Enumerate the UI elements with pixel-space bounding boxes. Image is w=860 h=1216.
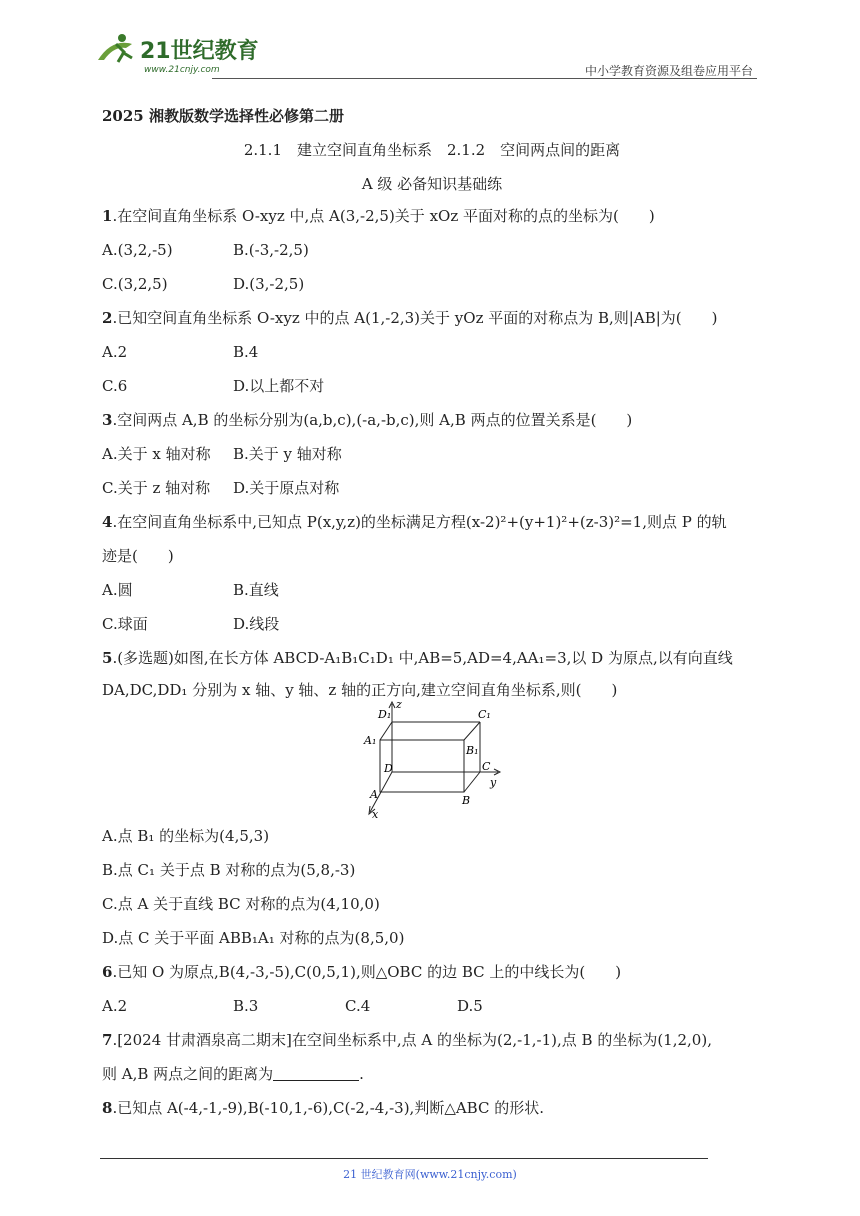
question-number: 8 xyxy=(102,1099,113,1117)
label-d: D xyxy=(384,762,393,775)
option-c: C.(3,2,5) xyxy=(102,275,168,293)
question-4-continued: 迹是( ) xyxy=(102,547,174,565)
question-number: 2 xyxy=(102,309,113,327)
option-b: B.关于 y 轴对称 xyxy=(233,445,342,463)
question-6 xyxy=(102,962,621,982)
question-1 xyxy=(102,206,655,226)
question-text: .(多选题)如图,在长方体 ABCD-A₁B₁C₁D₁ 中,AB=5,AD=4,AA₁=3,以 D 为原点,以有向直线 xyxy=(112,649,733,667)
option-b: B.4 xyxy=(233,343,259,361)
question-2 xyxy=(102,308,717,328)
label-x: x xyxy=(372,808,379,820)
label-z: z xyxy=(396,700,402,711)
question-number: 4 xyxy=(102,513,113,531)
question-5 xyxy=(102,648,733,668)
option-b: B.点 C₁ 关于点 B 对称的点为(5,8,-3) xyxy=(102,861,356,879)
question-8 xyxy=(102,1098,544,1118)
question-number: 3 xyxy=(102,411,113,429)
option-d: D.点 C 关于平面 ABB₁A₁ 对称的点为(8,5,0) xyxy=(102,929,405,947)
option-a: A.圆 xyxy=(102,581,133,599)
label-a1: A₁ xyxy=(364,734,377,747)
option-a: A.(3,2,-5) xyxy=(102,241,173,259)
option-d: D.关于原点对称 xyxy=(233,479,340,497)
footer-text[interactable]: 21 世纪教育网(www.21cnjy.com) xyxy=(343,1168,517,1181)
option-c: C.球面 xyxy=(102,615,148,633)
page-header xyxy=(92,30,757,78)
question-text: .已知空间直角坐标系 O-xyz 中的点 A(1,-2,3)关于 yOz 平面的对称点为 B,则|AB|为( ) xyxy=(112,309,718,327)
question-text: .在空间直角坐标系中,已知点 P(x,y,z)的坐标满足方程(x-2)²+(y+1)²+(z-3)²=1,则点 P 的轨 xyxy=(112,513,727,531)
option-c: C.4 xyxy=(345,997,371,1015)
question-text-end: . xyxy=(359,1065,364,1083)
label-c1: C₁ xyxy=(478,708,491,721)
label-b: B xyxy=(462,794,471,807)
question-number: 7 xyxy=(102,1031,113,1049)
answer-blank[interactable] xyxy=(273,1066,359,1081)
option-a: A.点 B₁ 的坐标为(4,5,3) xyxy=(102,827,270,845)
logo-url: www.21cnjy.com xyxy=(144,65,220,75)
option-d: D.(3,-2,5) xyxy=(233,275,305,293)
question-4 xyxy=(102,512,727,532)
section-title: 2.1.1 建立空间直角坐标系 2.1.2 空间两点间的距离 xyxy=(243,141,621,159)
label-y: y xyxy=(490,776,497,789)
cuboid-figure xyxy=(358,700,508,820)
logo-icon xyxy=(92,30,262,76)
label-b1: B₁ xyxy=(466,744,479,757)
label-c: C xyxy=(482,760,491,773)
question-5-continued: DA,DC,DD₁ 分别为 x 轴、y 轴、z 轴的正方向,建立空间直角坐标系,则( ) xyxy=(102,681,618,699)
option-c: C.点 A 关于直线 BC 对称的点为(4,10,0) xyxy=(102,895,380,913)
question-number: 1 xyxy=(102,207,113,225)
header-divider xyxy=(212,78,757,79)
edge-a1d1 xyxy=(380,722,392,740)
option-a: A.关于 x 轴对称 xyxy=(102,445,211,463)
label-a: A xyxy=(370,788,378,801)
option-c: C.关于 z 轴对称 xyxy=(102,479,211,497)
option-c: C.6 xyxy=(102,377,128,395)
logo-text: 21世纪教育 xyxy=(140,39,259,64)
book-title: 2025 湘教版数学选择性必修第二册 xyxy=(102,107,344,125)
label-d1: D₁ xyxy=(378,708,392,721)
edge-bc xyxy=(464,772,480,792)
question-7-continued xyxy=(102,1064,364,1084)
question-text: .空间两点 A,B 的坐标分别为(a,b,c),(-a,-b,c),则 A,B 两点的位置关系是( ) xyxy=(112,411,633,429)
question-number: 5 xyxy=(102,649,113,667)
option-d: D.以上都不对 xyxy=(233,377,325,395)
question-text: .在空间直角坐标系 O-xyz 中,点 A(3,-2,5)关于 xOz 平面对称的点的坐标为( ) xyxy=(112,207,655,225)
option-b: B.(-3,-2,5) xyxy=(233,241,309,259)
question-text: .已知点 A(-4,-1,-9),B(-10,1,-6),C(-2,-4,-3),判断△ABC 的形状. xyxy=(112,1099,544,1117)
question-7 xyxy=(102,1030,712,1050)
question-text: 则 A,B 两点之间的距离为 xyxy=(102,1065,274,1083)
option-d: D.线段 xyxy=(233,615,280,633)
footer-divider xyxy=(100,1158,708,1159)
question-text: .已知 O 为原点,B(4,-3,-5),C(0,5,1),则△OBC 的边 BC 上的中线长为( ) xyxy=(112,963,622,981)
question-number: 6 xyxy=(102,963,113,981)
option-a: A.2 xyxy=(102,997,128,1015)
option-b: B.3 xyxy=(233,997,259,1015)
option-d: D.5 xyxy=(457,997,483,1015)
level-title: A 级 必备知识基础练 xyxy=(361,175,503,193)
edge-b1c1 xyxy=(464,722,480,740)
option-b: B.直线 xyxy=(233,581,279,599)
platform-name: 中小学教育资源及组卷应用平台 xyxy=(584,64,753,78)
option-a: A.2 xyxy=(102,343,128,361)
question-text: .[2024 甘肃酒泉高二期末]在空间坐标系中,点 A 的坐标为(2,-1,-1),点 B 的坐标为(1,2,0), xyxy=(112,1031,712,1049)
question-3 xyxy=(102,410,632,430)
